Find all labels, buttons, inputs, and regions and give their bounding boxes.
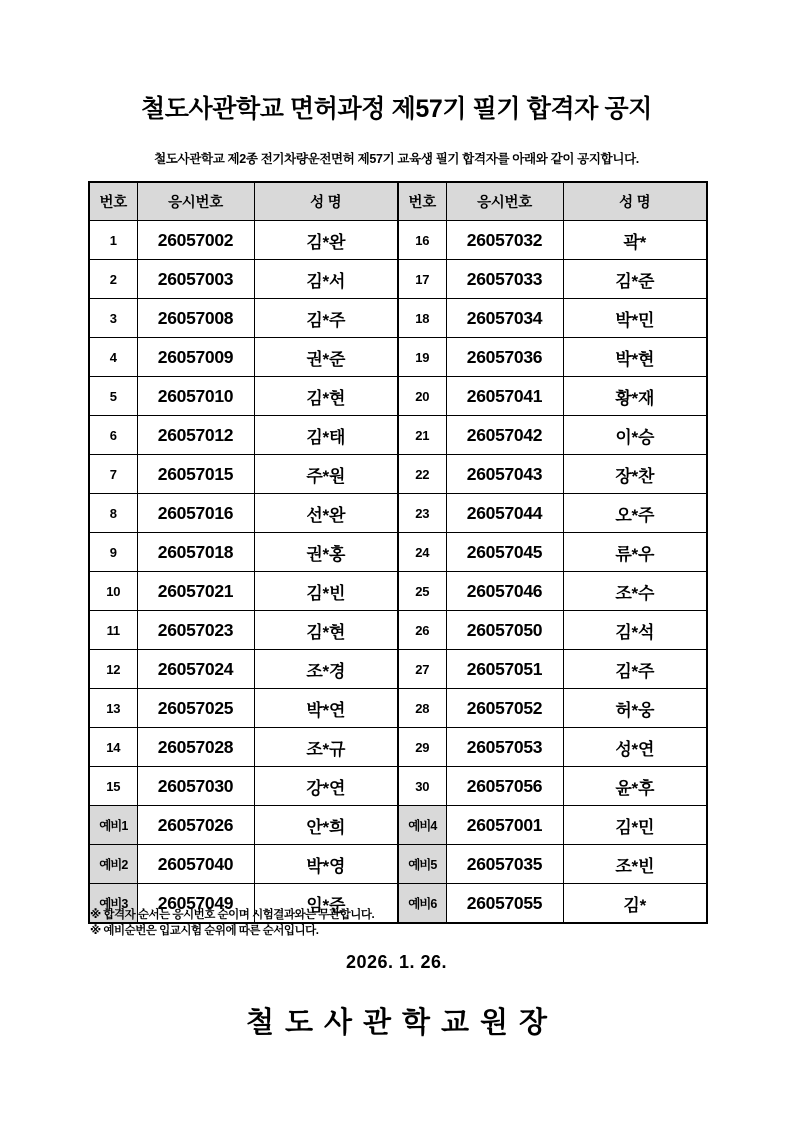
table-row — [89, 611, 707, 650]
cell-examno-right: 26057042 — [446, 416, 563, 455]
table-row — [89, 689, 707, 728]
cell-name-right: 장*찬 — [563, 455, 707, 494]
cell-examno-left: 26057040 — [137, 845, 254, 884]
cell-no-left: 10 — [89, 572, 137, 611]
cell-no-right: 17 — [398, 260, 446, 299]
cell-name-left: 조*규 — [254, 728, 398, 767]
cell-examno-left: 26057015 — [137, 455, 254, 494]
cell-name-left: 김*현 — [254, 611, 398, 650]
page-title: 철도사관학교 면허과정 제57기 필기 합격자 공지 — [141, 95, 652, 123]
table-row — [89, 650, 707, 689]
cell-examno-right: 26057044 — [446, 494, 563, 533]
cell-name-left: 김*완 — [254, 221, 398, 260]
cell-name-left: 김*빈 — [254, 572, 398, 611]
cell-examno-left: 26057016 — [137, 494, 254, 533]
cell-no-right: 30 — [398, 767, 446, 806]
cell-examno-right: 26057043 — [446, 455, 563, 494]
cell-no-right: 26 — [398, 611, 446, 650]
cell-examno-right: 26057041 — [446, 377, 563, 416]
cell-examno-left: 26057008 — [137, 299, 254, 338]
cell-name-left: 주*원 — [254, 455, 398, 494]
cell-examno-left: 26057002 — [137, 221, 254, 260]
cell-no-right: 22 — [398, 455, 446, 494]
cell-name-right: 김*민 — [563, 806, 707, 845]
cell-examno-left: 26057026 — [137, 806, 254, 845]
table-row — [89, 845, 707, 884]
cell-no-left: 예비1 — [89, 806, 137, 845]
cell-examno-right: 26057035 — [446, 845, 563, 884]
cell-name-left: 임*준 — [254, 884, 398, 924]
roster-table-container — [88, 181, 705, 924]
table-row — [89, 338, 707, 377]
cell-examno-right: 26057034 — [446, 299, 563, 338]
page-subtitle: 철도사관학교 제2종 전기차량운전면허 제57기 교육생 필기 합격자를 아래와 같이 공지합니다. — [154, 152, 639, 166]
cell-no-right: 29 — [398, 728, 446, 767]
cell-name-right: 황*재 — [563, 377, 707, 416]
cell-name-left: 김*서 — [254, 260, 398, 299]
cell-examno-right: 26057032 — [446, 221, 563, 260]
cell-no-left: 4 — [89, 338, 137, 377]
cell-no-left: 2 — [89, 260, 137, 299]
table-row — [89, 455, 707, 494]
cell-no-right: 27 — [398, 650, 446, 689]
table-row — [89, 767, 707, 806]
cell-no-left: 13 — [89, 689, 137, 728]
cell-no-right: 21 — [398, 416, 446, 455]
roster-table — [88, 181, 708, 924]
cell-examno-left: 26057010 — [137, 377, 254, 416]
cell-examno-left: 26057023 — [137, 611, 254, 650]
table-row — [89, 728, 707, 767]
cell-examno-left: 26057003 — [137, 260, 254, 299]
cell-name-right: 조*수 — [563, 572, 707, 611]
cell-examno-right: 26057056 — [446, 767, 563, 806]
table-row — [89, 494, 707, 533]
footnote-line: ※ 합격자 순서는 응시번호 순이며 시험결과와는 무관합니다. — [90, 909, 375, 921]
cell-no-right: 18 — [398, 299, 446, 338]
cell-no-left: 15 — [89, 767, 137, 806]
cell-no-right: 24 — [398, 533, 446, 572]
cell-examno-left: 26057024 — [137, 650, 254, 689]
cell-name-left: 강*연 — [254, 767, 398, 806]
cell-no-left: 9 — [89, 533, 137, 572]
cell-no-right: 예비5 — [398, 845, 446, 884]
cell-no-right: 25 — [398, 572, 446, 611]
table-header — [89, 182, 707, 221]
document-signature: 철도사관학교원장 — [245, 1007, 559, 1039]
cell-no-right: 19 — [398, 338, 446, 377]
cell-name-left: 김*주 — [254, 299, 398, 338]
cell-examno-right: 26057055 — [446, 884, 563, 924]
cell-examno-left: 26057049 — [137, 884, 254, 924]
column-header-no-right: 번호 — [398, 182, 446, 221]
cell-name-left: 김*현 — [254, 377, 398, 416]
cell-name-right: 허*웅 — [563, 689, 707, 728]
table-row — [89, 221, 707, 260]
table-body — [89, 221, 707, 924]
column-header-name-left: 성 명 — [254, 182, 398, 221]
table-row — [89, 572, 707, 611]
cell-examno-right: 26057050 — [446, 611, 563, 650]
cell-examno-right: 26057036 — [446, 338, 563, 377]
cell-examno-right: 26057053 — [446, 728, 563, 767]
cell-name-right: 김*주 — [563, 650, 707, 689]
cell-no-left: 7 — [89, 455, 137, 494]
cell-no-left: 14 — [89, 728, 137, 767]
cell-no-left: 1 — [89, 221, 137, 260]
cell-name-right: 김*준 — [563, 260, 707, 299]
cell-name-left: 안*희 — [254, 806, 398, 845]
cell-examno-left: 26057025 — [137, 689, 254, 728]
cell-examno-right: 26057045 — [446, 533, 563, 572]
cell-name-right: 곽* — [563, 221, 707, 260]
cell-name-left: 선*완 — [254, 494, 398, 533]
cell-examno-left: 26057030 — [137, 767, 254, 806]
table-row — [89, 806, 707, 845]
cell-name-left: 조*경 — [254, 650, 398, 689]
cell-no-right: 예비6 — [398, 884, 446, 924]
column-header-examno-right: 응시번호 — [446, 182, 563, 221]
cell-no-left: 12 — [89, 650, 137, 689]
cell-name-left: 박*연 — [254, 689, 398, 728]
cell-examno-left: 26057018 — [137, 533, 254, 572]
cell-examno-right: 26057033 — [446, 260, 563, 299]
cell-no-right: 16 — [398, 221, 446, 260]
cell-no-left: 6 — [89, 416, 137, 455]
cell-name-right: 김* — [563, 884, 707, 924]
cell-no-left: 3 — [89, 299, 137, 338]
cell-name-right: 김*석 — [563, 611, 707, 650]
cell-examno-left: 26057028 — [137, 728, 254, 767]
cell-name-right: 박*민 — [563, 299, 707, 338]
column-header-examno-left: 응시번호 — [137, 182, 254, 221]
cell-no-right: 23 — [398, 494, 446, 533]
column-header-no-left: 번호 — [89, 182, 137, 221]
cell-name-right: 오*주 — [563, 494, 707, 533]
cell-name-right: 성*연 — [563, 728, 707, 767]
footnote-line: ※ 예비순번은 입교시험 순위에 따른 순서입니다. — [90, 925, 319, 937]
column-header-name-right: 성 명 — [563, 182, 707, 221]
cell-examno-left: 26057021 — [137, 572, 254, 611]
document-date: 2026. 1. 26. — [345, 952, 448, 972]
cell-name-left: 권*홍 — [254, 533, 398, 572]
table-row — [89, 260, 707, 299]
cell-examno-right: 26057052 — [446, 689, 563, 728]
cell-name-right: 조*빈 — [563, 845, 707, 884]
table-row — [89, 533, 707, 572]
cell-examno-left: 26057009 — [137, 338, 254, 377]
cell-no-left: 예비2 — [89, 845, 137, 884]
cell-no-left: 5 — [89, 377, 137, 416]
cell-no-right: 예비4 — [398, 806, 446, 845]
cell-name-right: 박*현 — [563, 338, 707, 377]
table-row — [89, 377, 707, 416]
cell-examno-right: 26057051 — [446, 650, 563, 689]
cell-name-right: 이*승 — [563, 416, 707, 455]
footnotes — [90, 907, 374, 939]
cell-examno-right: 26057046 — [446, 572, 563, 611]
cell-name-right: 류*우 — [563, 533, 707, 572]
cell-examno-right: 26057001 — [446, 806, 563, 845]
cell-no-right: 20 — [398, 377, 446, 416]
cell-name-left: 권*준 — [254, 338, 398, 377]
cell-no-left: 8 — [89, 494, 137, 533]
table-header-row — [89, 182, 707, 221]
table-row — [89, 416, 707, 455]
cell-no-left: 예비3 — [89, 884, 137, 924]
cell-name-left: 박*영 — [254, 845, 398, 884]
cell-no-left: 11 — [89, 611, 137, 650]
cell-no-right: 28 — [398, 689, 446, 728]
table-row — [89, 299, 707, 338]
cell-name-right: 윤*후 — [563, 767, 707, 806]
cell-name-left: 김*태 — [254, 416, 398, 455]
cell-examno-left: 26057012 — [137, 416, 254, 455]
